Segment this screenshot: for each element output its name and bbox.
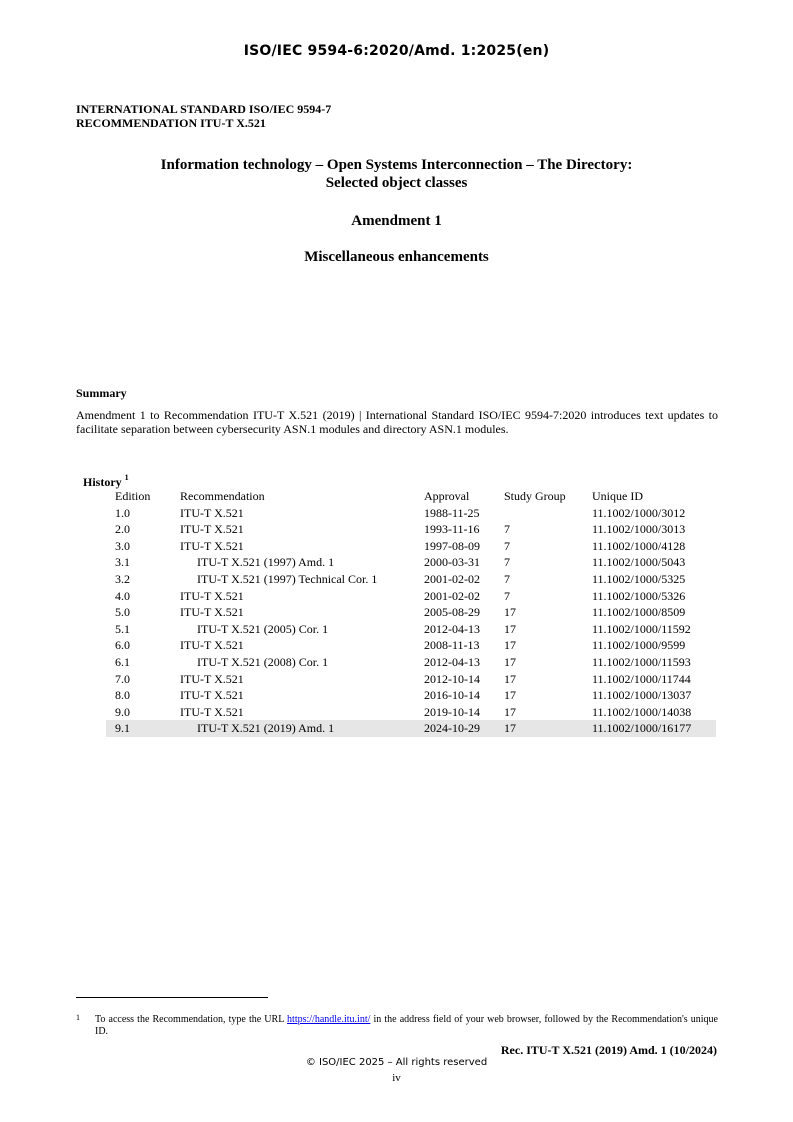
document-title [0,156,793,192]
cell-study-group [504,505,592,522]
table-row [106,704,716,721]
cell-edition: 5.0 [115,605,130,620]
cell-recommendation [180,654,424,671]
cell-recommendation: ITU-T X.521 [180,688,244,703]
cell-edition: 6.0 [115,638,130,653]
cell-recommendation: ITU-T X.521 [180,704,244,719]
footnote-text-after: in the address field of your web browser, followed by the Recommendation's unique ID. [95,1014,718,1037]
cell-approval: 2019-10-14 [424,704,480,719]
cell-unique-id: 11.1002/1000/16177 [592,720,716,737]
history-heading-label: History [83,475,122,489]
cell-recommendation: ITU-T X.521 [180,638,244,653]
table-row [106,671,716,688]
cell-recommendation-text: ITU-T X.521 (2008) Cor. 1 [197,654,329,669]
cell-approval: 2012-04-13 [424,621,480,636]
cell-unique-id: 11.1002/1000/3013 [592,522,686,537]
cell-approval: 2008-11-13 [424,638,480,653]
cell-recommendation-text: ITU-T X.521 (1997) Technical Cor. 1 [197,571,378,586]
summary-text: Amendment 1 to Recommendation ITU-T X.521 (2019) | International Standard ISO/IEC 9594-7:2020 introduces text updates to facilitate separation between cybersecurity ASN.1 modules and directory ASN.1 modules. [76,408,718,436]
cell-unique-id: 11.1002/1000/8509 [592,605,686,620]
document-header: ISO/IEC 9594-6:2020/Amd. 1:2025(en) [243,43,550,59]
footnote-number: 1 [76,1013,80,1022]
cell-study-group: 17 [504,638,516,653]
cell-study-group: 7 [504,538,510,553]
footnote-separator [76,997,268,998]
cell-edition: 3.2 [115,571,130,586]
cell-approval: 1988-11-25 [424,505,480,520]
cell-approval: 2016-10-14 [424,688,480,703]
cell-study-group: 17 [504,621,516,636]
standard-line-1: INTERNATIONAL STANDARD ISO/IEC 9594-7 [76,102,332,116]
recommendation-label: Rec. ITU-T X.521 (2019) Amd. 1 (10/2024) [500,1043,717,1057]
amendment-title: Amendment 1 [351,213,442,229]
footnote [76,1014,718,1038]
cell-unique-id: 11.1002/1000/5043 [592,555,686,570]
cell-edition: 3.1 [115,555,130,570]
standard-designation [76,102,331,130]
table-row [106,588,716,605]
table-row [106,621,716,638]
cell-unique-id: 11.1002/1000/9599 [592,638,686,653]
cell-unique-id: 11.1002/1000/5325 [592,571,686,586]
cell-recommendation: ITU-T X.521 [180,522,244,537]
cell-recommendation-text: ITU-T X.521 (1997) Amd. 1 [197,555,335,570]
cell-study-group: 7 [504,588,510,603]
cell-edition: 8.0 [115,688,130,703]
cell-study-group: 7 [504,522,510,537]
table-row [106,505,716,522]
copyright-notice: © ISO/IEC 2025 – All rights reserved [305,1057,488,1068]
table-row [106,554,716,571]
cell-recommendation: ITU-T X.521 [180,505,244,520]
cell-unique-id: 11.1002/1000/3012 [592,505,686,520]
cell-study-group: 17 [504,688,516,703]
cell-approval: 1997-08-09 [424,538,480,553]
table-row [106,637,716,654]
cell-edition: 9.0 [115,704,130,719]
cell-study-group: 17 [504,654,516,669]
summary-heading: Summary [76,386,127,400]
cell-recommendation: ITU-T X.521 [180,671,244,686]
cell-unique-id: 11.1002/1000/14038 [592,704,692,719]
cell-study-group: 17 [504,720,592,737]
cell-approval: 1993-11-16 [424,522,480,537]
cell-study-group: 7 [504,571,510,586]
handle-link[interactable]: https://handle.itu.int/ [287,1014,371,1025]
title-line-2: Selected object classes [325,175,468,191]
history-footnote-mark: 1 [124,473,129,482]
col-header-recommendation: Recommendation [180,489,265,503]
cell-study-group: 17 [504,605,516,620]
cell-edition: 6.1 [115,654,130,669]
cell-approval: 2012-04-13 [424,654,480,669]
cell-approval: 2001-02-02 [424,571,480,586]
cell-unique-id: 11.1002/1000/13037 [592,688,692,703]
cell-unique-id: 11.1002/1000/4128 [592,538,686,553]
table-row [106,538,716,555]
cell-recommendation [180,571,424,588]
col-header-approval: Approval [424,489,470,503]
standard-line-2: RECOMMENDATION ITU-T X.521 [76,116,266,130]
cell-edition: 7.0 [115,671,130,686]
cell-recommendation-text: ITU-T X.521 (2005) Cor. 1 [197,621,329,636]
col-header-study-group: Study Group [504,489,566,503]
cell-approval: 2024-10-29 [424,720,504,737]
table-row [106,687,716,704]
footnote-text-before: To access the Recommendation, type the URL [95,1014,288,1025]
table-row [106,654,716,671]
cell-edition: 4.0 [115,588,130,603]
cell-recommendation [180,554,424,571]
history-table-header-row [106,488,716,505]
cell-unique-id: 11.1002/1000/11592 [592,621,691,636]
cell-approval: 2000-03-31 [424,555,480,570]
cell-approval: 2001-02-02 [424,588,480,603]
cell-edition: 2.0 [115,522,130,537]
page-number: iv [392,1072,401,1084]
col-header-edition: Edition [115,489,151,503]
cell-unique-id: 11.1002/1000/5326 [592,588,686,603]
cell-recommendation [180,621,424,638]
cell-edition: 5.1 [115,621,130,636]
amendment-subtitle: Miscellaneous enhancements [304,249,489,265]
col-header-unique-id: Unique ID [592,489,643,503]
cell-unique-id: 11.1002/1000/11744 [592,671,691,686]
cell-unique-id: 11.1002/1000/11593 [592,654,691,669]
cell-edition: 9.1 [106,720,180,737]
table-row [106,604,716,621]
cell-approval: 2005-08-29 [424,605,480,620]
cell-edition: 3.0 [115,538,130,553]
table-row [106,521,716,538]
table-row [106,571,716,588]
cell-recommendation: ITU-T X.521 [180,605,244,620]
footnote-text [95,1014,718,1038]
cell-study-group: 7 [504,555,510,570]
cell-recommendation: ITU-T X.521 [180,538,244,553]
table-row [106,720,716,737]
title-line-1: Information technology – Open Systems Interconnection – The Directory: [160,157,633,173]
cell-recommendation-text: ITU-T X.521 (2019) Amd. 1 [197,721,335,736]
cell-approval: 2012-10-14 [424,671,480,686]
history-table [106,488,716,737]
cell-recommendation: ITU-T X.521 [180,588,244,603]
cell-recommendation [180,720,424,737]
cell-edition: 1.0 [115,505,130,520]
cell-study-group: 17 [504,704,516,719]
cell-study-group: 17 [504,671,516,686]
